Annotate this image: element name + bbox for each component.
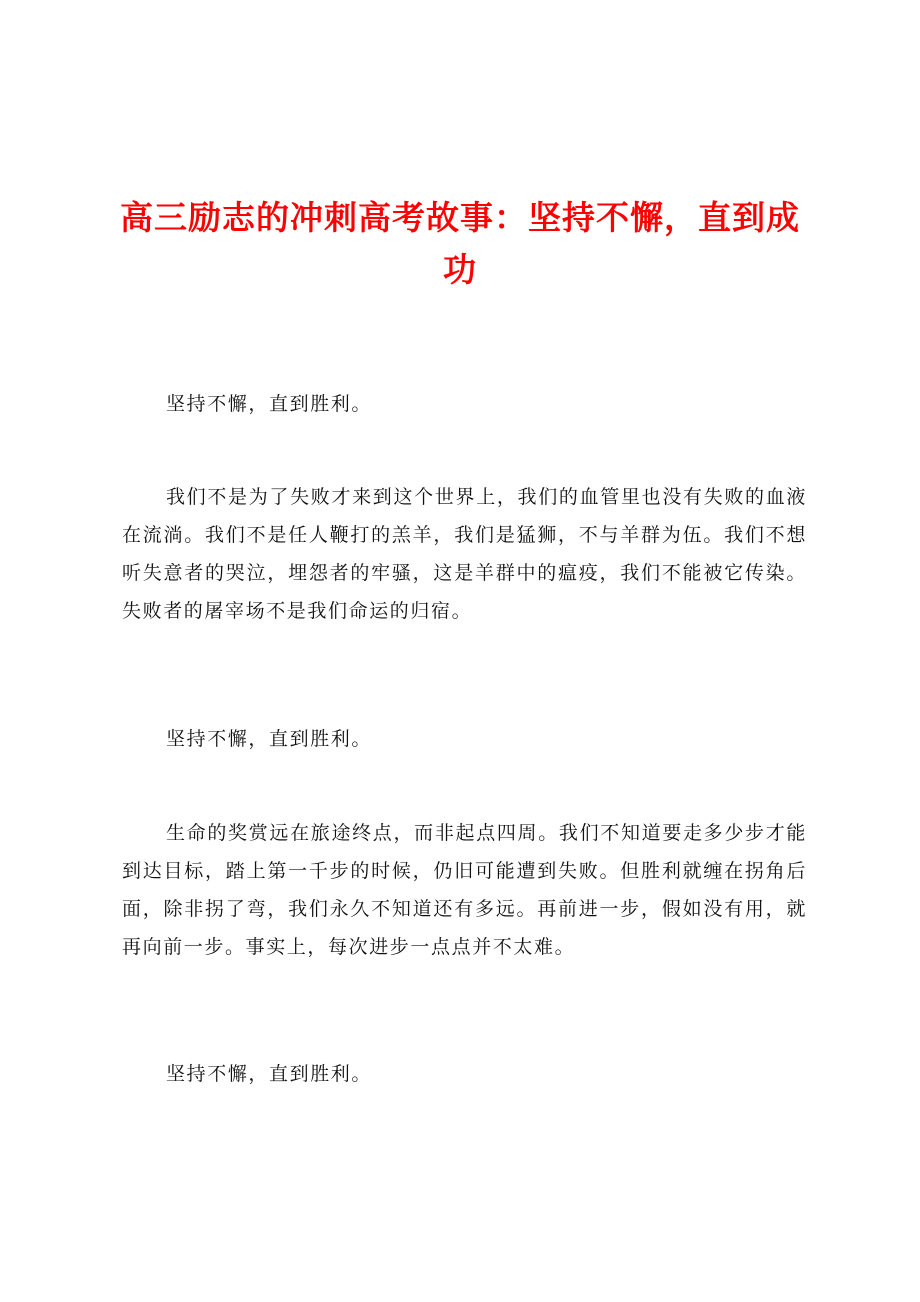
paragraph-body-1: 我们不是为了失败才来到这个世界上，我们的血管里也没有失败的血液在流淌。我们不是任人鞭打的羔羊，我们是猛狮，不与羊群为伍。我们不想听失意者的哭泣，埋怨者的牢骚，这是羊群中的瘟疫，我们不能被它传染。失败者的屠宰场不是我们命运的归宿。 — [122, 486, 807, 622]
paragraph-motto-3: 坚持不懈，直到胜利。 — [166, 1063, 373, 1085]
document-title: 高三励志的冲刺高考故事：坚持不懈，直到成功 — [120, 198, 800, 289]
paragraph-motto-2: 坚持不懈，直到胜利。 — [166, 728, 373, 750]
paragraph-body-2: 生命的奖赏远在旅途终点，而非起点四周。我们不知道要走多少步才能到达目标，踏上第一千步的时候，仍旧可能遭到失败。但胜利就缠在拐角后面，除非拐了弯，我们永久不知道还有多远。再前进一步，假如没有用，就再向前一步。事实上，每次进步一点点并不太难。 — [122, 822, 807, 958]
paragraph-motto-1: 坚持不懈，直到胜利。 — [166, 393, 373, 415]
